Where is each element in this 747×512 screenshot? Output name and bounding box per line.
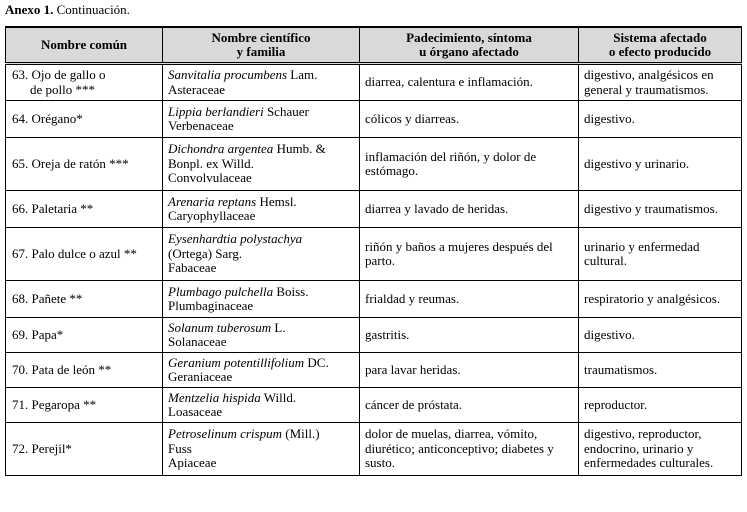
cell-common-name: 65. Oreja de ratón *** <box>6 138 163 191</box>
family: Plumbaginaceae <box>168 298 254 313</box>
cell-system: respiratorio y analgésicos. <box>579 281 742 318</box>
cell-ailment: para lavar heridas. <box>360 353 579 388</box>
cell-common-name: 72. Perejil* <box>6 423 163 476</box>
family: Fabaceae <box>168 260 217 276</box>
family: Verbenaceae <box>168 118 234 133</box>
family: Asteraceae <box>168 81 226 97</box>
cell-scientific-name <box>163 228 360 281</box>
cell-common-name: 66. Paletaria ** <box>6 191 163 228</box>
cell-ailment: diarrea, calentura e inflamación. <box>360 64 579 101</box>
author: Willd. <box>260 389 297 405</box>
scientific-name: Sanvitalia procumbens <box>168 67 288 82</box>
family: Apiaceae <box>168 455 217 471</box>
cell-system: reproductor. <box>579 388 742 423</box>
table-row <box>6 228 742 281</box>
author-cont: Fuss <box>168 440 192 456</box>
cell-scientific-name <box>163 191 360 228</box>
cell-scientific-name <box>163 423 360 476</box>
author: Humb. & <box>273 141 326 157</box>
scientific-name: Solanum tuberosum <box>168 319 272 335</box>
table-row <box>6 138 742 191</box>
cell-common-name: 69. Papa* <box>6 318 163 353</box>
cell-scientific-name <box>163 101 360 138</box>
cell-common-name: 67. Palo dulce o azul ** <box>6 228 163 281</box>
cell-common-name: 70. Pata de león ** <box>6 353 163 388</box>
author: Schauer <box>263 103 309 119</box>
cell-system: digestivo. <box>579 318 742 353</box>
table-header-row <box>6 27 742 64</box>
cell-system: digestivo y traumatismos. <box>579 191 742 228</box>
scientific-name: Eysenhardtia polystachya <box>168 231 303 247</box>
table-row <box>6 423 742 476</box>
cell-system: digestivo, analgésicos en general y traumatismos. <box>579 64 742 101</box>
cell-common-name: 71. Pegaropa ** <box>6 388 163 423</box>
table-row <box>6 64 742 101</box>
family: Loasaceae <box>168 404 223 419</box>
table-row <box>6 101 742 138</box>
scientific-name: Mentzelia hispida <box>168 389 261 405</box>
cell-common-name: 68. Pañete ** <box>6 281 163 318</box>
family: Convolvulaceae <box>168 170 252 186</box>
author: Lam. <box>287 67 318 82</box>
header-system: Sistema afectado o efecto producido <box>579 27 742 64</box>
caption-label: Anexo 1. <box>5 2 54 17</box>
author: L. <box>271 319 286 335</box>
cell-system: digestivo y urinario. <box>579 138 742 191</box>
cell-scientific-name <box>163 318 360 353</box>
cell-ailment: cólicos y diarreas. <box>360 101 579 138</box>
header-scientific-name: Nombre científico y familia <box>163 27 360 64</box>
scientific-name: Dichondra argentea <box>168 141 274 157</box>
author-cont: Bonpl. ex Willd. <box>168 155 254 171</box>
species-table <box>5 26 742 476</box>
table-row <box>6 318 742 353</box>
scientific-name: Arenaria reptans <box>168 193 257 209</box>
header-ailment: Padecimiento, síntoma u órgano afectado <box>360 27 579 64</box>
cell-scientific-name <box>163 138 360 191</box>
author: DC. <box>304 354 329 370</box>
caption-text: Continuación. <box>53 2 130 17</box>
cell-scientific-name <box>163 64 360 101</box>
family: Caryophyllaceae <box>168 208 256 223</box>
author: Hemsl. <box>256 193 297 209</box>
cell-common-name: 63. Ojo de gallo o de pollo *** <box>6 64 163 101</box>
scientific-name: Geranium potentillifolium <box>168 354 305 370</box>
family: Solanaceae <box>168 334 227 349</box>
cell-ailment: diarrea y lavado de heridas. <box>360 191 579 228</box>
table-caption <box>5 2 130 18</box>
cell-scientific-name <box>163 281 360 318</box>
cell-ailment: inflamación del riñón, y dolor de estómago. <box>360 138 579 191</box>
cell-scientific-name <box>163 388 360 423</box>
cell-scientific-name <box>163 353 360 388</box>
cell-ailment: cáncer de próstata. <box>360 388 579 423</box>
cell-system: digestivo. <box>579 101 742 138</box>
header-common-name: Nombre común <box>6 27 163 64</box>
scientific-name: Lippia berlandieri <box>168 103 264 119</box>
table-row <box>6 388 742 423</box>
author-cont: (Ortega) Sarg. <box>168 245 243 261</box>
cell-ailment: riñón y baños a mujeres después del parto. <box>360 228 579 281</box>
cell-ailment: dolor de muelas, diarrea, vómito, diurético; anticonceptivo; diabetes y susto. <box>360 423 579 476</box>
author: (Mill.) <box>281 426 320 442</box>
scientific-name: Plumbago pulchella <box>168 283 274 299</box>
cell-common-name: 64. Orégano* <box>6 101 163 138</box>
cell-system: digestivo, reproductor, endocrino, urinario y enfermedades culturales. <box>579 423 742 476</box>
cell-system: urinario y enfermedad cultural. <box>579 228 742 281</box>
family: Geraniaceae <box>168 369 233 384</box>
author: Boiss. <box>273 283 309 299</box>
cell-ailment: gastritis. <box>360 318 579 353</box>
table-row <box>6 281 742 318</box>
scientific-name: Petroselinum crispum <box>168 426 282 442</box>
table-row <box>6 191 742 228</box>
table-row <box>6 353 742 388</box>
cell-ailment: frialdad y reumas. <box>360 281 579 318</box>
cell-system: traumatismos. <box>579 353 742 388</box>
